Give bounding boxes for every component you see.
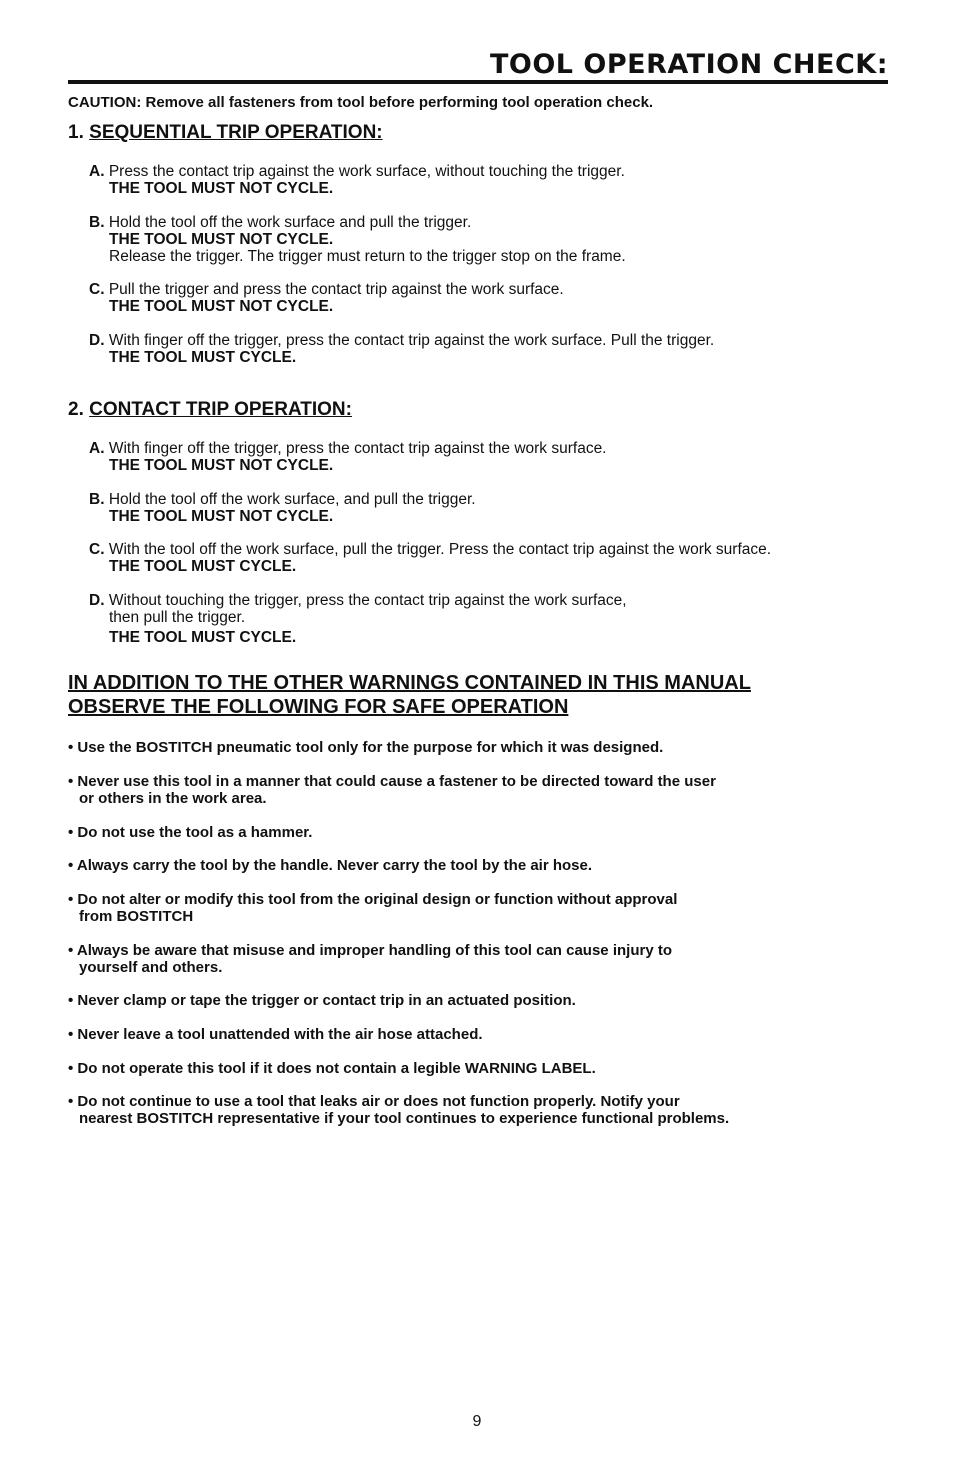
caution-note: CAUTION: Remove all fasteners from tool before performing tool operation check. — [68, 94, 654, 111]
sequential-step-b: B. Hold the tool off the work surface and pull the trigger. THE TOOL MUST NOT CYCLE. Release the trigger. The trigger must return to the trigger stop on the frame. — [89, 214, 626, 265]
safety-bullet: • Do not operate this tool if it does not contain a legible WARNING LABEL. — [68, 1060, 596, 1077]
contact-step-a: A. With finger off the trigger, press the contact trip against the work surface. THE TOOL MUST NOT CYCLE. — [89, 440, 607, 474]
step-result: THE TOOL MUST NOT CYCLE. — [109, 508, 334, 525]
sequential-step-c: C. Pull the trigger and press the contact trip against the work surface. THE TOOL MUST NOT CYCLE. — [89, 281, 564, 315]
step-note: Release the trigger. The trigger must return to the trigger stop on the frame. — [109, 248, 626, 265]
page-title: TOOL OPERATION CHECK: — [489, 49, 888, 80]
sequential-step-a: A. Press the contact trip against the work surface, without touching the trigger. THE TOOL MUST NOT CYCLE. — [89, 163, 625, 197]
safety-bullet: • Never leave a tool unattended with the air hose attached. — [68, 1026, 483, 1043]
step-result: THE TOOL MUST CYCLE. — [109, 349, 297, 366]
sequential-number: 1. — [68, 122, 84, 143]
sequential-step-d: D. With finger off the trigger, press the contact trip against the work surface. Pull the trigger. THE TOOL MUST CYCLE. — [89, 332, 715, 366]
step-result: THE TOOL MUST NOT CYCLE. — [109, 180, 334, 197]
contact-step-d: D. Without touching the trigger, press the contact trip against the work surface, then pull the trigger. THE TOOL MUST CYCLE. — [89, 592, 627, 646]
contact-number: 2. — [68, 399, 84, 420]
safety-bullet: • Do not continue to use a tool that leaks air or does not function properly. Notify your nearest BOSTITCH representative if your tool continues to experience functional problems. — [68, 1093, 730, 1127]
safety-bullet: • Never clamp or tape the trigger or contact trip in an actuated position. — [68, 992, 576, 1009]
step-result: THE TOOL MUST CYCLE. — [109, 558, 297, 575]
contact-heading — [68, 399, 352, 421]
safety-heading: IN ADDITION TO THE OTHER WARNINGS CONTAINED IN THIS MANUAL OBSERVE THE FOLLOWING FOR SAFE OPERATION — [68, 672, 751, 718]
title-rule — [68, 80, 888, 84]
safety-bullet: • Do not use the tool as a hammer. — [68, 824, 313, 841]
contact-step-c: C. With the tool off the work surface, pull the trigger. Press the contact trip against the work surface. THE TOOL MUST CYCLE. — [89, 541, 772, 575]
step-result: THE TOOL MUST NOT CYCLE. — [109, 231, 334, 248]
safety-bullet: • Never use this tool in a manner that could cause a fastener to be directed toward the user or others in the work area. — [68, 773, 716, 807]
safety-bullet: • Always be aware that misuse and improper handling of this tool can cause injury to yourself and others. — [68, 942, 672, 976]
page-number: 9 — [472, 1413, 482, 1430]
step-result: THE TOOL MUST NOT CYCLE. — [109, 298, 334, 315]
safety-bullet: • Always carry the tool by the handle. Never carry the tool by the air hose. — [68, 857, 593, 874]
step-result: THE TOOL MUST NOT CYCLE. — [109, 457, 334, 474]
sequential-heading — [68, 122, 383, 144]
contact-title: CONTACT TRIP OPERATION: — [89, 399, 352, 420]
safety-bullet: • Do not alter or modify this tool from the original design or function without approval from BOSTITCH — [68, 891, 678, 925]
contact-step-b: B. Hold the tool off the work surface, and pull the trigger. THE TOOL MUST NOT CYCLE. — [89, 491, 476, 525]
sequential-title: SEQUENTIAL TRIP OPERATION: — [89, 122, 383, 143]
safety-bullet: • Use the BOSTITCH pneumatic tool only for the purpose for which it was designed. — [68, 739, 664, 756]
step-result: THE TOOL MUST CYCLE. — [109, 629, 297, 646]
